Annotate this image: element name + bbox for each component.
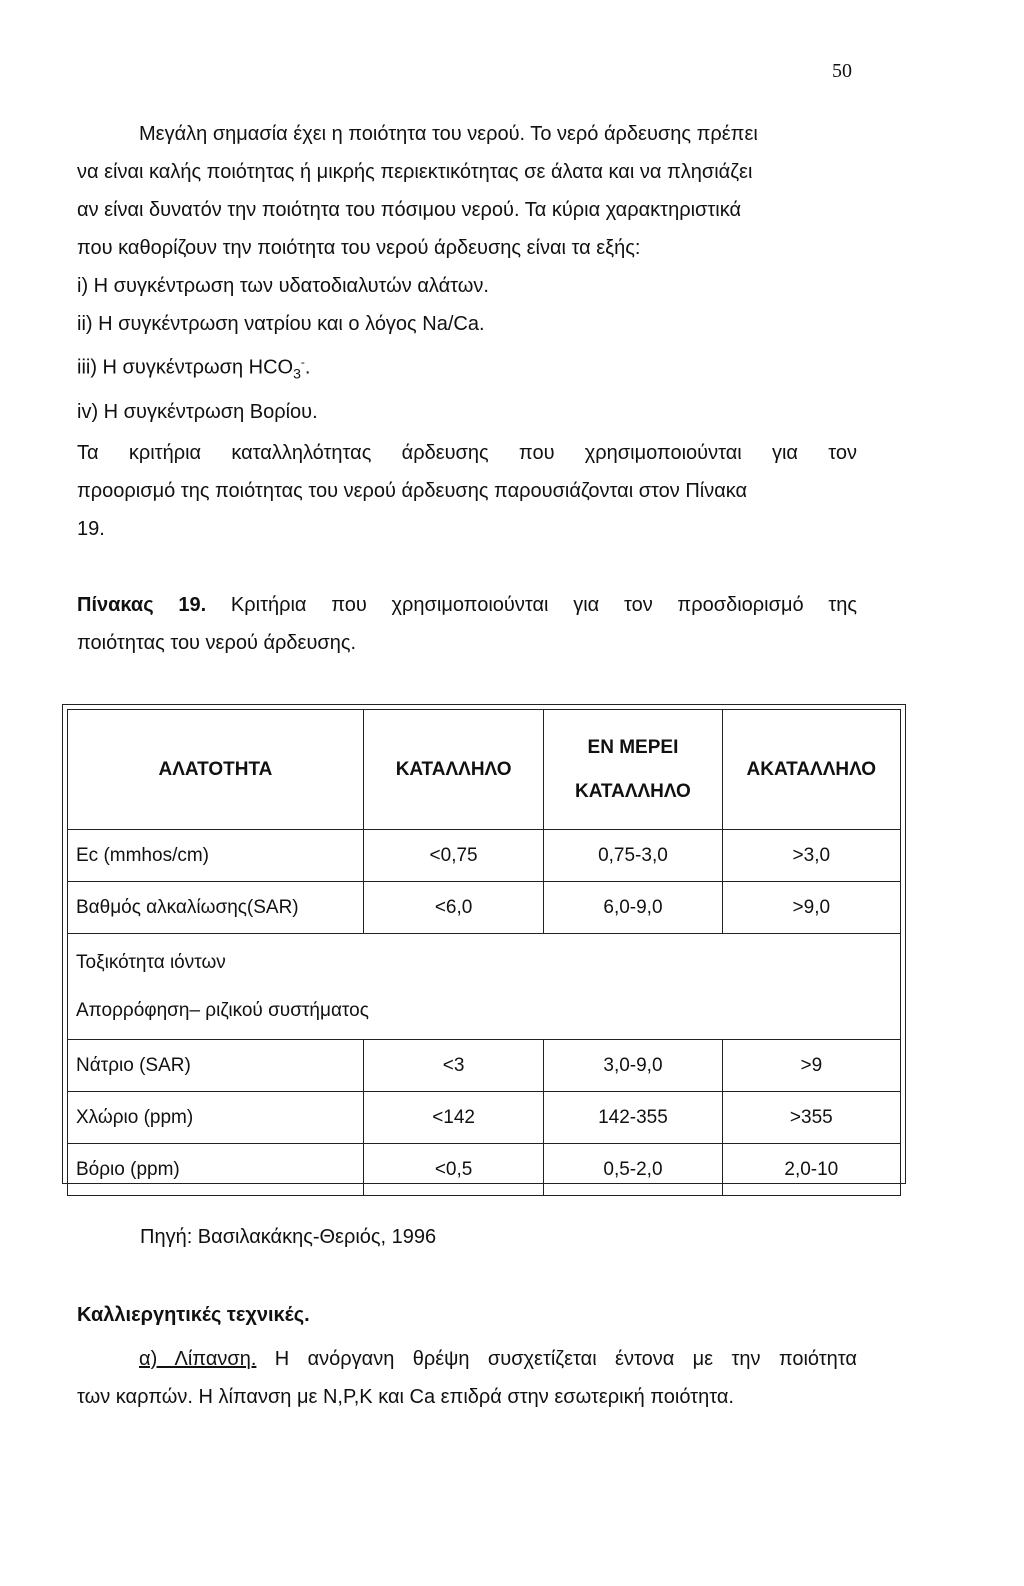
header-suitable: ΚΑΤΑΛΛΗΛΟ xyxy=(363,710,543,830)
caption-line: ποιότητας του νερού άρδευσης. xyxy=(77,632,357,654)
cell-suitable: <6,0 xyxy=(363,882,543,934)
cell-partial: 3,0-9,0 xyxy=(544,1040,722,1092)
cell-unsuitable: >9,0 xyxy=(722,882,900,934)
list-item-iv: iv) Η συγκέντρωση Βορίου. xyxy=(77,400,318,423)
cell-partial: 0,75-3,0 xyxy=(544,830,722,882)
intro-line: να είναι καλής ποιότητας ή μικρής περιεκτικότητας σε άλατα και να πλησιάζει xyxy=(77,161,753,183)
criteria-table xyxy=(67,709,901,1196)
page-number: 50 xyxy=(832,60,852,82)
row-label: Βαθμός αλκαλίωσης(SAR) xyxy=(68,882,364,934)
cell-unsuitable: >3,0 xyxy=(722,830,900,882)
criteria-line: 19. xyxy=(77,518,105,540)
criteria-paragraph xyxy=(77,434,857,548)
list-item-ii: ii) Η συγκέντρωση νατρίου και ο λόγος Na/Ca. xyxy=(77,313,485,335)
cell-suitable: <142 xyxy=(363,1092,543,1144)
table-row xyxy=(68,934,901,1040)
cell-suitable: <0,5 xyxy=(363,1144,543,1196)
row-label: Νάτριο (SAR) xyxy=(68,1040,364,1092)
section-heading: Καλλιεργητικές τεχνικές. xyxy=(77,1304,310,1326)
table-row xyxy=(68,830,901,882)
table-header-row xyxy=(68,710,901,830)
row-label: Χλώριο (ppm) xyxy=(68,1092,364,1144)
intro-paragraph xyxy=(77,115,857,431)
row-label-toxicity: Τοξικότητα ιόντων Απορρόφηση– ριζικού συστήματος xyxy=(68,934,901,1040)
cell-partial: 142-355 xyxy=(544,1092,722,1144)
table-caption: Πίνακας 19. Κριτήρια που χρησιμοποιούνται για τον προσδιορισμό της ποιότητας του νερού άρδευσης. xyxy=(77,586,857,662)
cell-unsuitable: >9 xyxy=(722,1040,900,1092)
table-source: Πηγή: Βασιλακάκης-Θεριός, 1996 xyxy=(140,1226,437,1248)
table-label: Πίνακας 19. xyxy=(77,594,207,616)
cell-suitable: <0,75 xyxy=(363,830,543,882)
table-row xyxy=(68,1092,901,1144)
cell-partial: 0,5-2,0 xyxy=(544,1144,722,1196)
cell-partial: 6,0-9,0 xyxy=(544,882,722,934)
fertilization-paragraph: α) Λίπανση. Η ανόργανη θρέψη συσχετίζεται έντονα με την ποιότητα των καρπών. Η λίπανση με N,P,K και Ca επιδρά στην εσωτερική ποιότητα. xyxy=(77,1340,857,1416)
criteria-table-frame xyxy=(62,704,906,1184)
criteria-line: προορισμό της ποιότητας του νερού άρδευσης παρουσιάζονται στον Πίνακα xyxy=(77,480,748,502)
intro-line: που καθορίζουν την ποιότητα του νερού άρδευσης είναι τα εξής: xyxy=(77,237,641,259)
fertilization-line: των καρπών. Η λίπανση με N,P,K και Ca επιδρά στην εσωτερική ποιότητα. xyxy=(77,1386,734,1408)
row-label: Ec (mmhos/cm) xyxy=(68,830,364,882)
fertilization-label: α) Λίπανση. xyxy=(139,1348,257,1370)
criteria-line: Τα κριτήρια καταλληλότητας άρδευσης που χρησιμοποιούνται για τον xyxy=(77,442,857,464)
table-row xyxy=(68,1144,901,1196)
header-unsuitable: ΑΚΑΤΑΛΛΗΛΟ xyxy=(722,710,900,830)
intro-line: Μεγάλη σημασία έχει η ποιότητα του νερού. Το νερό άρδευσης πρέπει xyxy=(139,123,758,145)
list-item-i: i) Η συγκέντρωση των υδατοδιαλυτών αλάτων. xyxy=(77,275,489,297)
cell-unsuitable: 2,0-10 xyxy=(722,1144,900,1196)
cell-unsuitable: >355 xyxy=(722,1092,900,1144)
header-partially-suitable: ΕΝ ΜΕΡΕΙ ΚΑΤΑΛΛΗΛΟ xyxy=(544,710,722,830)
cell-suitable: <3 xyxy=(363,1040,543,1092)
row-label: Βόριο (ppm) xyxy=(68,1144,364,1196)
table-row xyxy=(68,1040,901,1092)
header-salinity: ΑΛΑΤΟΤΗΤΑ xyxy=(68,710,364,830)
table-row xyxy=(68,882,901,934)
list-item-iii: iii) Η συγκέντρωση $HCO_3^-$. xyxy=(77,355,311,382)
intro-line: αν είναι δυνατόν την ποιότητα του πόσιμου νερού. Τα κύρια χαρακτηριστικά xyxy=(77,199,742,221)
